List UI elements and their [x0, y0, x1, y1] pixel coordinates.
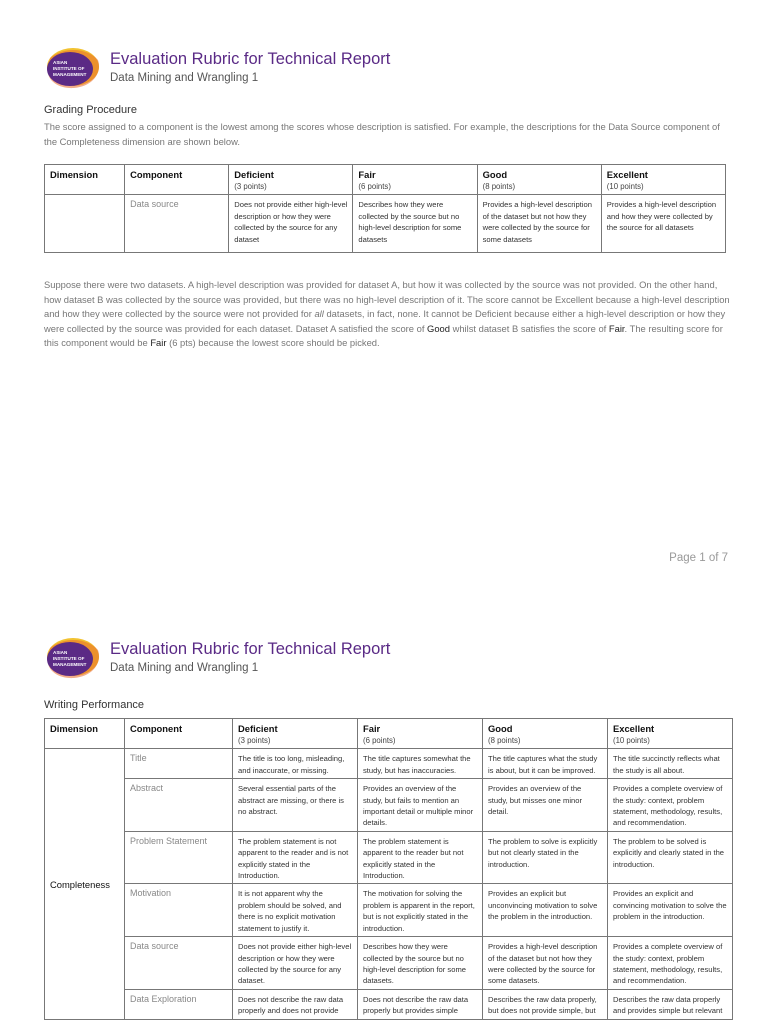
table-row [45, 195, 726, 253]
svg-text:INSTITUTE OF: INSTITUTE OF [53, 66, 85, 71]
good-cell: The title captures what the study is about, but it can be improved. [483, 749, 608, 779]
deficient-cell: It is not apparent why the problem should be solved, and there is no explicit motivation statement to justify it. [233, 884, 358, 937]
table-row [45, 779, 733, 832]
component-cell: Problem Statement [125, 831, 233, 884]
component-cell: Data source [125, 937, 233, 990]
level-header-fair: Fair (6 points) [358, 719, 483, 749]
excellent-cell: The problem to be solved is explicitly and clearly stated in the introduction. [608, 831, 733, 884]
good-cell: Provides an overview of the study, but misses one minor detail. [483, 779, 608, 832]
good-cell: Provides a high-level description of the dataset but not how they were collected by the source for some datasets [477, 195, 601, 253]
excellent-cell: Provides a complete overview of the study: context, problem statement, methodology, results, and recommendation. [608, 937, 733, 990]
table-row [45, 989, 733, 1019]
intro-paragraph: The score assigned to a component is the lowest among the scores whose description is satisfied. For example, the descriptions for the Data Source component of the Completeness dimension are shown below. [44, 121, 720, 147]
document-title: Evaluation Rubric for Technical Report [110, 50, 391, 68]
table-row [45, 749, 733, 779]
fair-cell: The problem statement is apparent to the reader but not explicitly stated in the Introduction. [358, 831, 483, 884]
svg-text:ASIAN: ASIAN [53, 60, 68, 65]
component-cell: Abstract [125, 779, 233, 832]
excellent-cell: Describes the raw data properly and provides simple but relevant [608, 989, 733, 1019]
fair-cell: Describes how they were collected by the source but no high-level description for some datasets [353, 195, 477, 253]
example-rubric-table [44, 164, 726, 253]
page-number: Page 1 of 7 [669, 552, 728, 564]
aim-logo-icon [44, 636, 100, 680]
excellent-cell: Provides an explicit and convincing motivation to solve the problem in the introduction. [608, 884, 733, 937]
deficient-cell: The problem statement is not apparent to the reader and is not explicitly stated in the Introduction. [233, 831, 358, 884]
excellent-cell: Provides a high-level description and how they were collected by the source for all datasets [601, 195, 725, 253]
svg-text:INSTITUTE OF: INSTITUTE OF [53, 656, 85, 661]
good-cell: Provides an explicit but unconvincing motivation to solve the problem in the introduction. [483, 884, 608, 937]
aim-logo-icon [44, 46, 100, 90]
excellent-cell: The title succinctly reflects what the study is all about. [608, 749, 733, 779]
dimension-cell [45, 195, 125, 253]
svg-text:MANAGEMENT: MANAGEMENT [53, 662, 87, 667]
writing-rubric-table [44, 718, 733, 1020]
fair-cell: The title captures somewhat the study, but has inaccuracies. [358, 749, 483, 779]
deficient-cell: The title is too long, misleading, and inaccurate, or missing. [233, 749, 358, 779]
section-title: Writing Performance [44, 699, 145, 711]
good-cell: Describes the raw data properly, but does not provide simple, but [483, 989, 608, 1019]
deficient-cell: Does not provide either high-level description or how they were collected by the source for any dataset [229, 195, 353, 253]
deficient-cell: Does not provide either high-level description or how they were collected by the source for any dataset. [233, 937, 358, 990]
fair-cell: Describes how they were collected by the source but no high-level description for some datasets. [358, 937, 483, 990]
section-title: Grading Procedure [44, 104, 137, 116]
table-row [45, 937, 733, 990]
level-header-excellent: Excellent (10 points) [608, 719, 733, 749]
good-cell: Provides a high-level description of the dataset but not how they were collected by the source for some datasets. [483, 937, 608, 990]
excellent-cell: Provides a complete overview of the study: context, problem statement, methodology, results, and recommendation. [608, 779, 733, 832]
deficient-cell: Several essential parts of the abstract are missing, or there is no abstract. [233, 779, 358, 832]
fair-cell: Provides an overview of the study, but fails to mention an important detail or multiple minor details. [358, 779, 483, 832]
document-subtitle: Data Mining and Wrangling 1 [110, 662, 259, 674]
document-subtitle: Data Mining and Wrangling 1 [110, 72, 259, 84]
table-header-row [45, 165, 726, 195]
level-header-deficient: Deficient (3 points) [229, 165, 353, 195]
level-header-excellent: Excellent (10 points) [601, 165, 725, 195]
example-paragraph: Suppose there were two datasets. A high-level description was provided for dataset A, but how it was collected by the source was not provided. On the other hand, how dataset B was collected by the source was provided, but there was no high-level description of it. The score cannot be Excellent because a high-level description and how they were collected by the source were not provided for all datasets, in fact, none. It cannot be Deficient because either a high-level description or how they were collected by the source was provided for each dataset. Dataset A satisfied the score of Good whilst dataset B satisfies the score of Fair. The resulting score for this component would be Fair (6 pts) because the lowest score should be picked. [44, 279, 730, 349]
svg-text:MANAGEMENT: MANAGEMENT [53, 72, 87, 77]
level-header-fair: Fair (6 points) [353, 165, 477, 195]
component-cell: Motivation [125, 884, 233, 937]
fair-cell: Does not describe the raw data properly but provides simple [358, 989, 483, 1019]
document-title: Evaluation Rubric for Technical Report [110, 640, 391, 658]
component-header: Component [125, 165, 229, 195]
component-cell: Data Exploration [125, 989, 233, 1019]
table-row [45, 884, 733, 937]
fair-cell: The motivation for solving the problem is apparent in the report, but is not explicitly stated in the introduction. [358, 884, 483, 937]
table-header-row [45, 719, 733, 749]
svg-text:ASIAN: ASIAN [53, 650, 68, 655]
level-header-good: Good (8 points) [483, 719, 608, 749]
dimension-header: Dimension [45, 165, 125, 195]
table-row [45, 831, 733, 884]
dimension-cell: Completeness [45, 749, 125, 1019]
page-2 [0, 600, 768, 1024]
component-cell: Data source [125, 195, 229, 253]
good-cell: The problem to solve is explicitly but not clearly stated in the introduction. [483, 831, 608, 884]
component-cell: Title [125, 749, 233, 779]
level-header-deficient: Deficient (3 points) [233, 719, 358, 749]
dimension-header: Dimension [45, 719, 125, 749]
deficient-cell: Does not describe the raw data properly and does not provide [233, 989, 358, 1019]
level-header-good: Good (8 points) [477, 165, 601, 195]
component-header: Component [125, 719, 233, 749]
